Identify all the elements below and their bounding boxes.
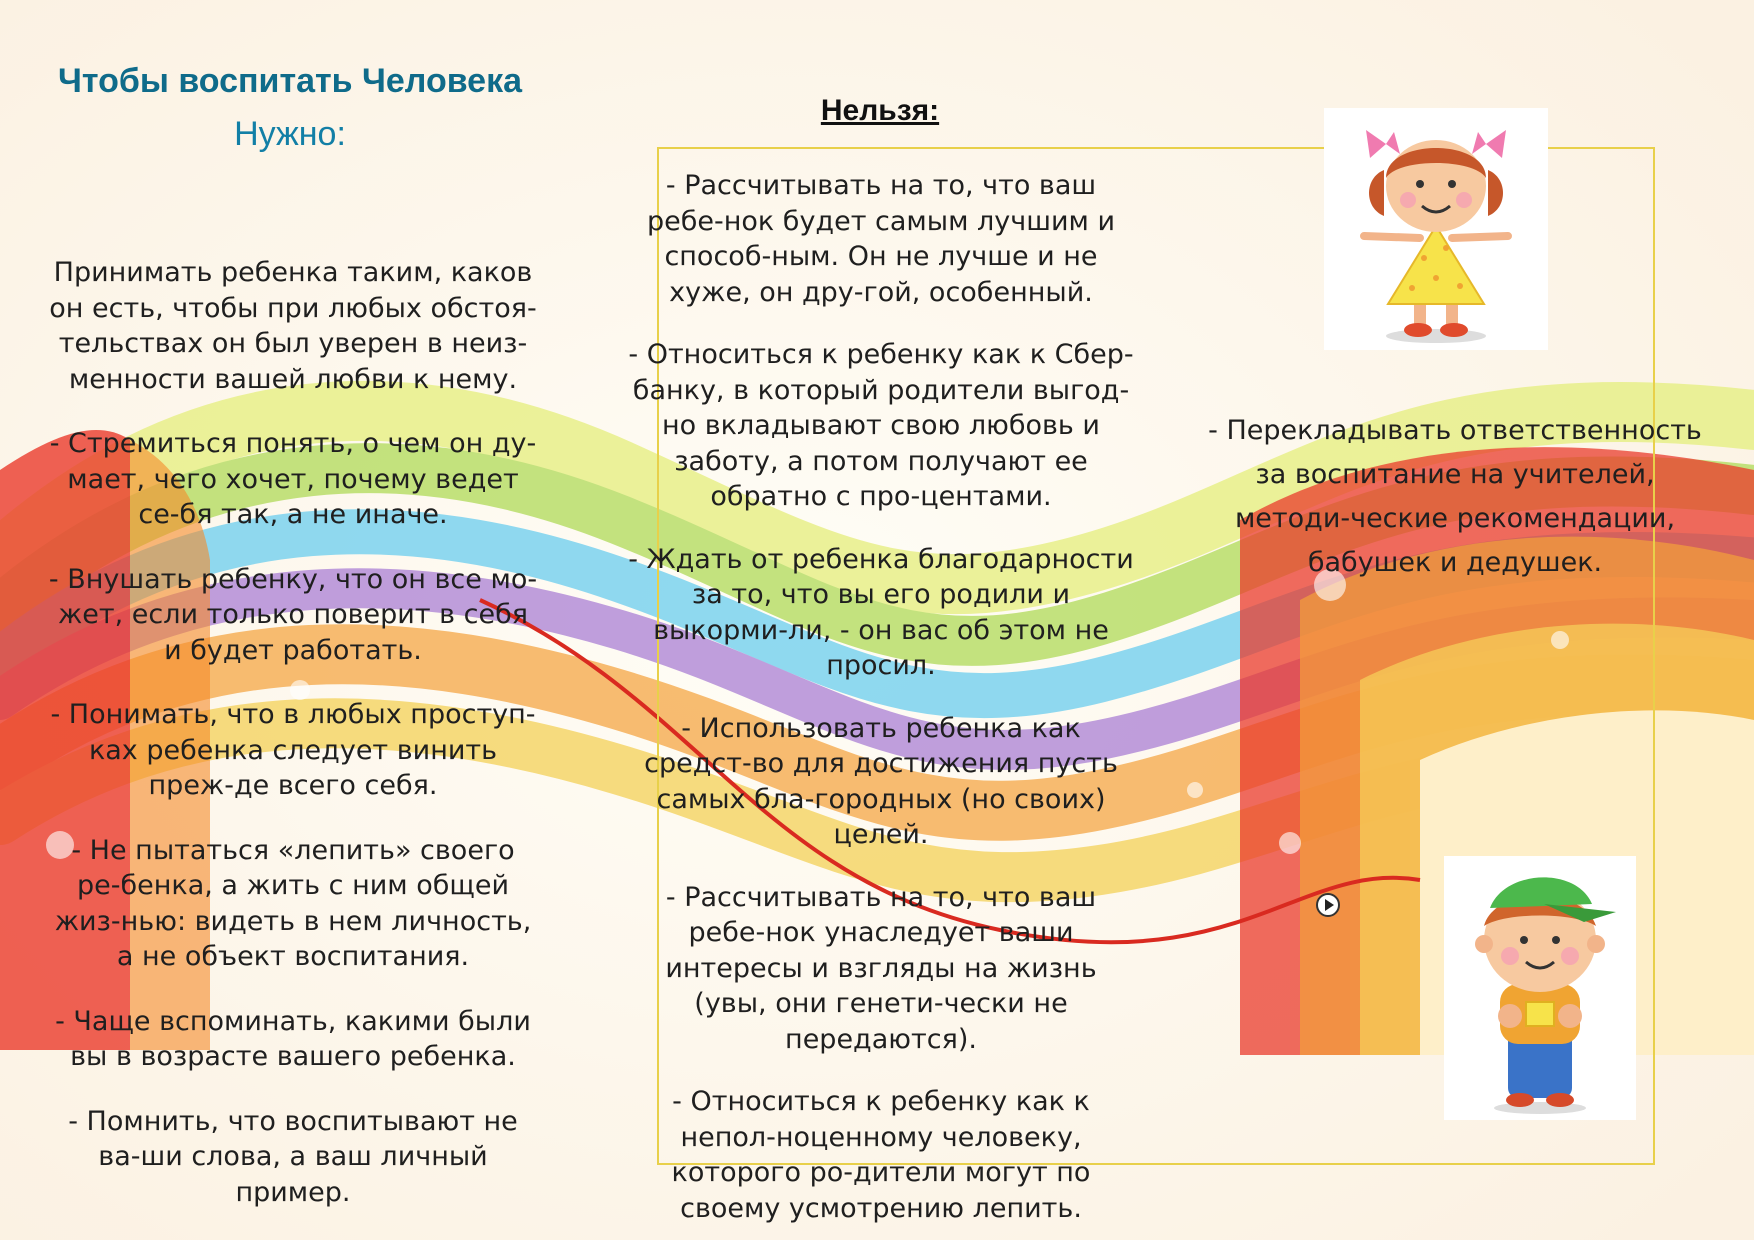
boy-cartoon-icon	[1444, 856, 1636, 1120]
list-item: Принимать ребенка таким, каков он есть, чтобы при любых обстоя-тельствах он был уверен в неиз-менности вашей любви к нему.	[49, 257, 537, 395]
forbidden-list	[628, 168, 1134, 1226]
list-item: - Рассчитывать на то, что ваш ребе-нок будет самым лучшим и способ-ным. Он не лучше и не хуже, он дру-гой, особенный.	[646, 170, 1115, 308]
list-item: - Перекладывать ответственность за воспитание на учителей, методи-ческие рекомендации, бабушек и дедушек.	[1208, 415, 1702, 578]
must-do-list	[48, 255, 538, 1210]
forbidden-heading: Нельзя:	[820, 94, 940, 127]
list-item: - Стремиться понять, о чем он ду-мает, чего хочет, почему ведет се-бя так, а не иначе.	[49, 428, 537, 530]
list-item: - Внушать ребенку, что он все мо-жет, если только поверит в себя и будет работать.	[48, 563, 538, 666]
list-item: - Помнить, что воспитывают не ва-ши слова, а ваш личный пример.	[68, 1105, 518, 1208]
list-item: - Рассчитывать на то, что ваш ребе-нок унаследует ваши интересы и взгляды на жизнь (увы, они генети-чески не передаются).	[665, 881, 1097, 1055]
girl-cartoon-icon	[1324, 108, 1548, 350]
list-item: - Использовать ребенка как средст-во для достижения пусть самых бла-городных (но своих) целей.	[644, 712, 1118, 850]
list-item: - Относиться к ребенку как к Сбер-банку, в который родители выгод-но вкладывают свою любовь и заботу, а потом получают ее обратно с про-центами.	[628, 339, 1134, 512]
list-item: - Понимать, что в любых проступ-ках ребенка следует винить преж-де всего себя.	[50, 699, 536, 801]
play-icon[interactable]	[1316, 893, 1340, 917]
list-item: - Чаще вспоминать, какими были вы в возрасте вашего ребенка.	[55, 1005, 531, 1072]
forbidden-list-continued	[1205, 409, 1705, 585]
list-item: - Ждать от ребенка благодарности за то, что вы его родили и выкорми-ли, - он вас об этом не просил.	[628, 543, 1134, 681]
list-item: - Относиться к ребенку как к непол-ноценному человеку, которого ро-дители могут по своему усмотрению лепить.	[671, 1086, 1091, 1224]
page-subtitle: Нужно:	[234, 115, 346, 153]
list-item: - Не пытаться «лепить» своего ре-бенка, а жить с ним общей жиз-нью: видеть в нем личность, а не объект воспитания.	[54, 834, 532, 972]
page-title: Чтобы воспитать Человека	[57, 62, 523, 100]
